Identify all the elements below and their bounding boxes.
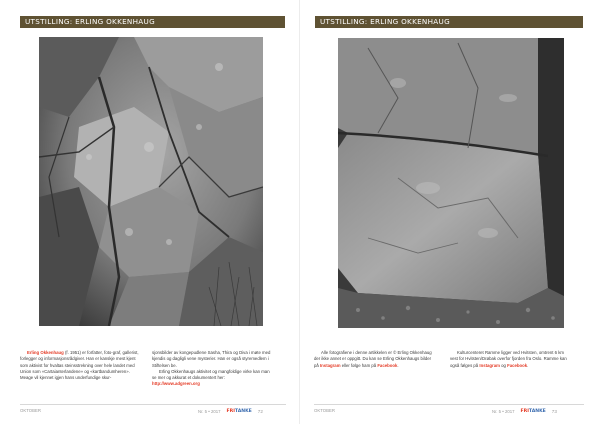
instagram-link-1[interactable]: Instagram <box>319 362 341 368</box>
right-footer-divider <box>314 404 584 405</box>
right-footer-month: OKTOBER <box>314 408 335 413</box>
right-page-header: UTSTILLING: ERLING OKKENHAUG <box>315 16 583 28</box>
left-column-2-paragraph-2: Erling Okkenhaugs aktivitet og mangfoldige virke kan man se mer og akkurat et dokumentert her: <box>152 368 270 381</box>
right-page-column-1: Alle fotografiene i denne artikkelen er © Erling Okkenhaug der ikke annet er oppgitt. Du kan se Erling Okkenhaugs bilder på Instagram eller følge ham på Facebook. <box>314 350 432 368</box>
instagram-link-2[interactable]: Instagram <box>479 362 500 368</box>
right-column-2-text: Kulturcenteret Ramme ligger ved Hvitsten, omtrent 6 km vest for Hvitsten/Drøbak overfor fjorden fra Oslo. Ramme kan også følges på <box>450 350 567 368</box>
magazine-logo: FRI TANKE <box>520 408 546 414</box>
left-issue-label: Nr. 5 • 2017 <box>198 408 221 414</box>
facebook-link-1[interactable]: Facebook <box>377 362 398 368</box>
left-footer-meta <box>198 407 263 415</box>
magazine-logo: FRI TANKE <box>226 408 252 414</box>
artist-name-highlight: Erling Okkenhaug <box>27 350 64 355</box>
right-page <box>300 0 600 424</box>
right-issue-label: Nr. 5 • 2017 <box>492 408 515 414</box>
right-page-column-2: Kulturcenteret Ramme ligger ved Hvitsten, omtrent 6 km vest for Hvitsten/Drøbak overfor fjorden fra Oslo. Ramme kan også følges på Instagram og Facebook. <box>450 350 567 368</box>
left-page-column-2 <box>152 350 272 388</box>
left-page-header: UTSTILLING: ERLING OKKENHAUG <box>20 16 285 28</box>
left-page-number: 72 <box>257 408 263 414</box>
rock-photo-left <box>39 37 263 326</box>
right-footer-meta <box>492 407 557 415</box>
left-column-2-text: sjonsbilder av kongepudlene Sasha, Thira og Diva i møte med kjendis og dagligli vene mysterier. Han er også styremedlem i Stiftelsen be. <box>152 350 271 368</box>
website-link[interactable]: http://www.adgreen.org <box>152 381 200 387</box>
right-column-1-text: Alle fotografiene i denne artikkelen er © Erling Okkenhaug der ikke annet er oppgitt. Du kan se Erling Okkenhaugs bilder på <box>314 350 432 368</box>
left-column-1-text: (f. 1951) er forfatter, foto-graf, gallerist, forlegger og informasjonsrådgiver. Han er kanskje mest kjent som aktivist for hvaltas steinsstrekning over hele landet med Union som «Cartaianterlandene» og «kartbandumheren». Meage vil kjennet igjen hans underfundige skur- <box>20 350 139 381</box>
left-footer-month: OKTOBER <box>20 408 41 413</box>
facebook-link-2[interactable]: Facebook <box>507 362 528 368</box>
left-footer-divider <box>20 404 286 405</box>
right-page-number: 73 <box>551 408 557 414</box>
rock-photo-right <box>338 38 564 328</box>
left-page-column-1 <box>20 350 140 381</box>
